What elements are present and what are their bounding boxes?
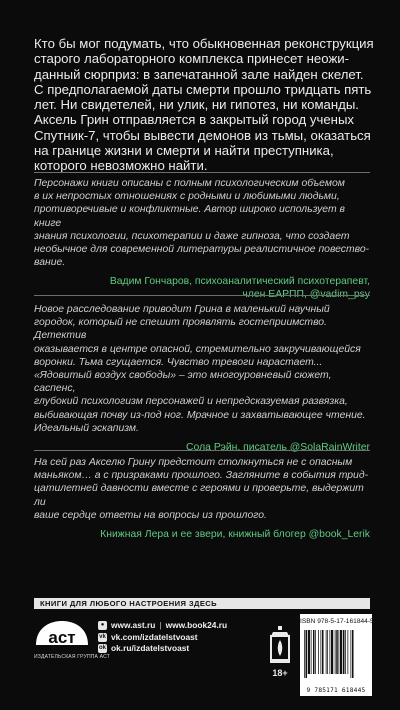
review-line: Новое расследование приводит Грина в маленький научный (34, 304, 330, 315)
barcode-bar (335, 630, 336, 674)
separator: | (159, 620, 162, 630)
link-row-sites (98, 620, 238, 632)
barcode-digits: 9 785171 618445 (306, 687, 366, 694)
review-line: маньяком… а с призраками прошлого. Загляните в события трид- (34, 470, 369, 482)
review-line: оказывается в центре опасной, стремительно закручивающейся (34, 343, 361, 355)
blurb-line: С предполагаемой даты смерти прошло тридцать пять (34, 81, 372, 97)
blurb-line: Аксель Грин отправляется в закрытый город ученых (34, 112, 355, 128)
barcode-bar (351, 630, 352, 678)
globe-icon: ● (98, 621, 107, 630)
barcode-bar (311, 630, 312, 674)
blurb-line: Кто бы мог подумать, что обыкновенная реконструкция (34, 36, 374, 51)
link-row-ok (98, 643, 238, 655)
review-line: ваше сердце ответы на вопросы из прошлого. (34, 509, 267, 521)
barcode-bar (322, 630, 324, 674)
review-author (34, 528, 370, 541)
lantern-icon (268, 626, 292, 680)
review-line: вание. (34, 257, 66, 269)
review-author-line: член ЕАРПП, @vadim_psy (242, 289, 370, 301)
review-author-line: Книжная Лера и ее звери, книжный блогер @book_Lerik (100, 529, 370, 541)
barcode-bars (303, 630, 369, 678)
divider (34, 450, 370, 451)
age-rating-badge (268, 626, 292, 680)
review-author-line: Вадим Гончаров, психоаналитический психотерапевт, (109, 276, 370, 288)
barcode-bar (345, 630, 346, 674)
review-line: «Ядовитый воздух свободы» – это многоуровневый сюжет, саспенс, (34, 370, 332, 395)
review-line: выбивающая почву из-под ног. Мрачное и захватывающее чтение. (34, 409, 366, 421)
publisher-logo-text: аст (48, 628, 76, 647)
barcode-bar (306, 630, 308, 678)
review-2 (34, 303, 370, 454)
barcode-bar (326, 630, 327, 674)
review-line: городок, который не спешит проявлять гостеприимство. Детектив (34, 317, 327, 342)
blurb-line: которого невозможно найти. (34, 158, 208, 174)
link-row-vk (98, 632, 238, 644)
review-line: необычное для современной литературы реалистичное повество- (34, 244, 370, 256)
review-text (34, 177, 370, 269)
divider (34, 295, 370, 296)
barcode-bar (318, 630, 319, 674)
publisher-caption: ИЗДАТЕЛЬСКАЯ ГРУППА АСТ (34, 654, 110, 660)
ast-logo-icon (34, 617, 90, 651)
barcode-bar (340, 630, 342, 674)
ast-site-link[interactable]: www.ast.ru (111, 620, 156, 630)
publisher-links (98, 620, 238, 655)
review-line: На сей раз Акселю Грину предстоит столкнуться не с опасным (34, 457, 353, 468)
barcode-bar (321, 630, 322, 674)
blurb-line: на границе жизни и смерти и найти преступника, (34, 143, 334, 159)
blurb-line: Спутник-7, чтобы вывести демонов из тьмы, оказаться (34, 127, 371, 143)
ok-icon: ok (98, 645, 106, 652)
barcode-bar (339, 630, 340, 674)
barcode-bar (331, 630, 333, 674)
review-text (34, 303, 370, 435)
barcode-bar (313, 630, 315, 674)
tagline-band: КНИГИ ДЛЯ ЛЮБОГО НАСТРОЕНИЯ ЗДЕСЬ (34, 598, 370, 609)
blurb-line: данный сюрприз: в запечатанной зале найден скелет. (34, 66, 364, 82)
vk-link[interactable]: vk.com/izdatelstvoast (111, 631, 198, 642)
age-rating-text: 18+ (272, 668, 288, 678)
review-line: Персонажи книги описаны с полным психологическим объемом (34, 178, 345, 189)
barcode-bar (315, 630, 316, 674)
review-line: воронки. Тьма сгущается. Чувство тревоги нарастает... (34, 356, 323, 368)
review-line: противоречивые и конфликтные. Автор широко использует в книге (34, 204, 345, 229)
blurb-line: старого лабораторного комплекса принесет неожи- (34, 51, 350, 67)
ok-link[interactable]: ok.ru/izdatelstvoast (111, 643, 190, 654)
review-author-line: Сола Рэйн, писатель @SolaRainWriter (186, 442, 370, 454)
review-line: в их непростых отношениях с родными и любимыми людьми, (34, 191, 340, 203)
review-author (34, 275, 370, 301)
main-blurb (34, 36, 374, 174)
barcode-bar (336, 630, 338, 674)
vk-icon: vk (99, 633, 106, 640)
barcode-bar (327, 630, 328, 674)
barcode-bar (330, 630, 331, 674)
barcode-bar (352, 630, 354, 678)
review-line: Идеальный эскапизм. (34, 422, 139, 434)
isbn-barcode (300, 614, 372, 696)
review-text (34, 456, 370, 522)
barcode-bar (348, 630, 349, 674)
review-3 (34, 456, 370, 541)
barcode-bar (343, 630, 345, 674)
review-line: глубокий психологизм персонажей и непредсказуемая развязка, (34, 396, 348, 408)
review-author (34, 441, 370, 454)
blurb-line: лет. Ни свидетелей, ни улик, ни гипотез, ни команды. (34, 97, 359, 113)
review-line: цатилетней давности вместе с героями и проверьте, выдержит ли (34, 483, 364, 508)
book24-site-link[interactable]: www.book24.ru (165, 620, 228, 630)
review-1 (34, 177, 370, 301)
isbn-label: ISBN 978-5-17-161844-5 (300, 618, 374, 625)
barcode-bar (308, 630, 310, 674)
barcode-bar (304, 630, 305, 678)
divider (34, 172, 370, 173)
review-line: знания психологии, психотерапии и даже гипноза, что создает (34, 230, 350, 242)
